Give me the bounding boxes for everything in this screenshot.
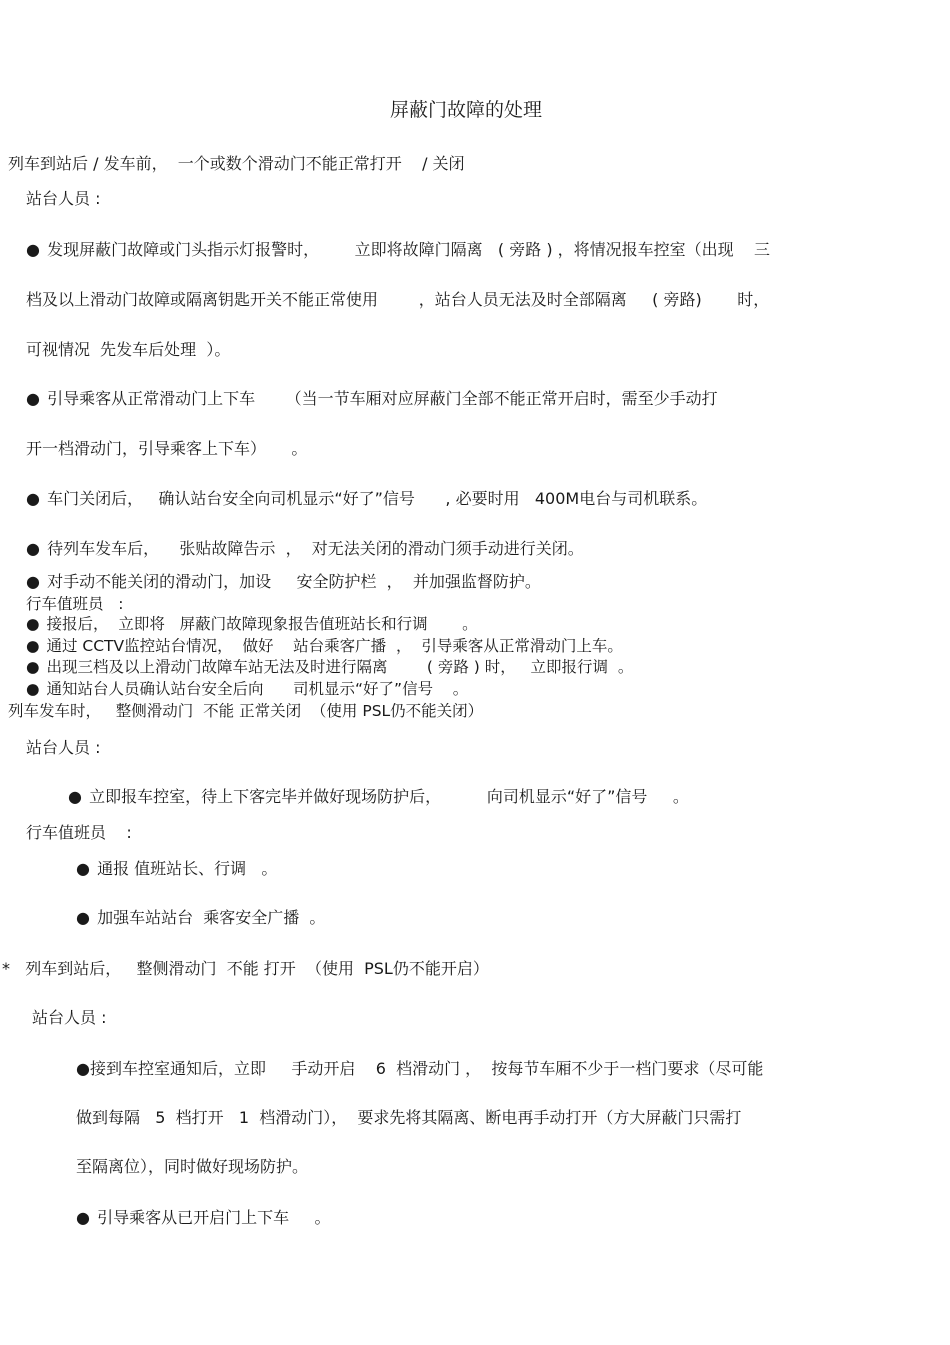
list-item: ● 引导乘客从正常滑动门上下车 （当一节车厢对应屏蔽门全部不能正常开启时，需至少手动打 xyxy=(26,389,718,408)
bullet-icon: ● xyxy=(26,615,40,633)
list-item-continuation: 档及以上滑动门故障或隔离钥匙开关不能正常使用 ，站台人员无法及时全部隔离 ( 旁路) 时， xyxy=(26,290,770,309)
list-item-continuation: 开一档滑动门，引导乘客上下车） 。 xyxy=(26,439,308,458)
bullet-icon: ● xyxy=(76,859,90,878)
bullet-icon: ● xyxy=(76,1059,90,1078)
list-item: ● 通报 值班站长、行调 。 xyxy=(76,859,278,878)
bullet-icon: ● xyxy=(26,637,40,655)
section-heading: * 列车到站后， 整侧滑动门 不能 打开 （使用 PSL仍不能开启） xyxy=(2,959,489,978)
list-item: ● 加强车站站台 乘客安全广播 。 xyxy=(76,908,326,927)
list-item: ● 对手动不能关闭的滑动门，加设 安全防护栏 ， 并加强监督防护。 xyxy=(26,572,541,591)
bullet-icon: ● xyxy=(26,389,40,408)
bullet-icon: ● xyxy=(26,539,40,558)
section-heading: 列车发车时， 整侧滑动门 不能 正常关闭 （使用 PSL仍不能关闭） xyxy=(8,702,484,720)
role-label: 行车值班员 : xyxy=(26,823,132,842)
list-item: ● 接报后， 立即将 屏蔽门故障现象报告值班站长和行调 。 xyxy=(26,615,478,633)
list-item: ● 车门关闭后， 确认站台安全向司机显示“好了”信号 , 必要时用 400M电台与司机联系。 xyxy=(26,489,708,508)
list-item: ● 立即报车控室，待上下客完毕并做好现场防护后， 向司机显示“好了”信号 。 xyxy=(68,787,689,806)
bullet-icon: ● xyxy=(26,680,40,698)
list-item: ● 通知站台人员确认站台安全后向 司机显示“好了”信号 。 xyxy=(26,680,469,698)
bullet-icon: ● xyxy=(76,1208,90,1227)
bullet-icon: ● xyxy=(26,240,40,259)
section-heading: 列车到站后 / 发车前， 一个或数个滑动门不能正常打开 / 关闭 xyxy=(8,154,465,173)
list-item-continuation: 至隔离位），同时做好现场防护。 xyxy=(76,1157,309,1176)
role-label: 行车值班员 : xyxy=(26,595,124,613)
bullet-icon: ● xyxy=(26,489,40,508)
list-item: ● 通过 CCTV监控站台情况， 做好 站台乘客广播 ， 引导乘客从正常滑动门上车。 xyxy=(26,637,623,655)
list-item: ●接到车控室通知后，立即 手动开启 6 档滑动门 ， 按每节车厢不少于一档门要求（尽可能 xyxy=(76,1059,764,1078)
list-item: ● 发现屏蔽门故障或门头指示灯报警时， 立即将故障门隔离 ( 旁路 ) ，将情况报车控室（出现 三 xyxy=(26,240,771,259)
list-item-continuation: 可视情况 先发车后处理 ）。 xyxy=(26,340,231,359)
bullet-icon: ● xyxy=(26,658,40,676)
list-item: ● 引导乘客从已开启门上下车 。 xyxy=(76,1208,331,1227)
role-label: 站台人员 : xyxy=(26,738,101,757)
list-item: ● 待列车发车后， 张贴故障告示 ， 对无法关闭的滑动门须手动进行关闭。 xyxy=(26,539,584,558)
list-item-continuation: 做到每隔 5 档打开 1 档滑动门）， 要求先将其隔离、断电再手动打开（方大屏蔽门只需打 xyxy=(76,1108,742,1127)
page-title: 屏蔽门故障的处理 xyxy=(390,99,543,121)
list-item: ● 出现三档及以上滑动门故障车站无法及时进行隔离 ( 旁路 ) 时， 立即报行调 。 xyxy=(26,658,634,676)
bullet-icon: ● xyxy=(76,908,90,927)
role-label: 站台人员 : xyxy=(26,189,101,208)
bullet-icon: ● xyxy=(26,572,40,591)
bullet-icon: ● xyxy=(68,787,82,806)
role-label: 站台人员 : xyxy=(32,1008,107,1027)
